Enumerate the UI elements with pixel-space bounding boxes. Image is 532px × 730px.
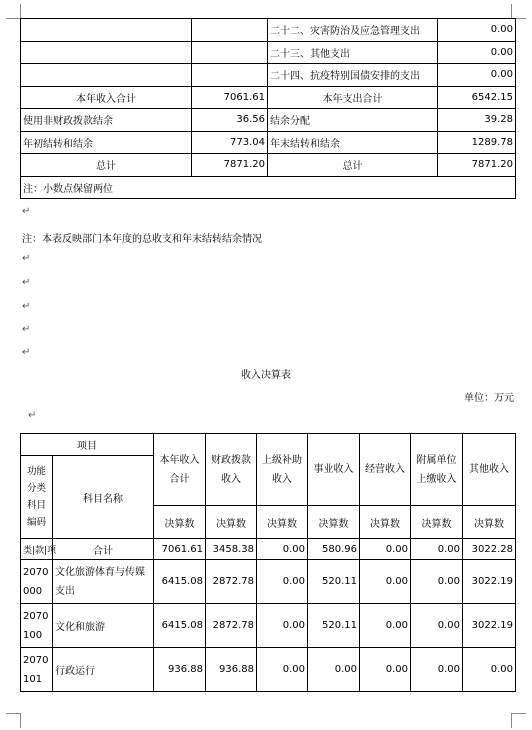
table-cell: 6542.15 — [438, 86, 516, 109]
table-cell: 使用非财政拨款结余 — [21, 109, 192, 132]
row-value: 3022.19 — [463, 560, 516, 604]
header-sub: 决算数 — [154, 506, 206, 539]
table-cell: 7061.61 — [192, 86, 268, 109]
paragraph-mark: ↵ — [22, 347, 31, 358]
table-row — [21, 64, 516, 87]
table-cell: 二十四、抗疫特别国债安排的支出 — [268, 64, 438, 87]
table-row — [21, 131, 516, 154]
row-value: 0.00 — [411, 539, 463, 560]
row-value: 0.00 — [257, 560, 308, 604]
row-value: 0.00 — [360, 648, 411, 692]
table-row — [21, 109, 516, 132]
row-value: 520.11 — [308, 604, 360, 648]
row-value: 2872.78 — [206, 560, 257, 604]
row-value: 0.00 — [360, 604, 411, 648]
header-row — [21, 434, 516, 456]
row-name: 合计 — [53, 539, 154, 560]
header-subject-name: 科目名称 — [53, 456, 154, 539]
table-cell: 0.00 — [438, 41, 516, 64]
table-cell: 0.00 — [438, 19, 516, 42]
row-name: 文化和旅游 — [53, 604, 154, 648]
table-cell: 7871.20 — [192, 154, 268, 177]
row-code: 2070000 — [21, 560, 53, 604]
crop-mark-top-left — [6, 4, 21, 19]
row-value: 0.00 — [411, 648, 463, 692]
row-value: 580.96 — [308, 539, 360, 560]
row-name: 行政运行 — [53, 648, 154, 692]
table-cell: 年初结转和结余 — [21, 131, 192, 154]
row-value: 0.00 — [257, 648, 308, 692]
row-value: 0.00 — [411, 560, 463, 604]
row-code: 2070100 — [21, 604, 53, 648]
table-cell — [21, 19, 192, 42]
table-cell: 36.56 — [192, 109, 268, 132]
header-col: 本年收入合计 — [154, 434, 206, 506]
table-cell: 结余分配 — [268, 109, 438, 132]
table-cell: 总计 — [21, 154, 192, 177]
table-row — [21, 41, 516, 64]
header-col: 上级补助收入 — [257, 434, 308, 506]
crop-mark-top-right — [511, 4, 526, 19]
row-value: 3022.19 — [463, 604, 516, 648]
paragraph-mark: ↵ — [28, 410, 37, 421]
header-sub: 决算数 — [308, 506, 360, 539]
summary-table — [20, 18, 516, 199]
table-cell — [21, 64, 192, 87]
header-col: 其他收入 — [463, 434, 516, 506]
table-cell: 二十三、其他支出 — [268, 41, 438, 64]
table-cell — [192, 19, 268, 42]
table-row — [21, 648, 516, 692]
paragraph-mark: ↵ — [22, 253, 31, 264]
row-value: 0.00 — [257, 539, 308, 560]
paragraph-mark: ↵ — [22, 301, 31, 312]
row-value: 0.00 — [360, 560, 411, 604]
table-note: 注：小数点保留两位 — [21, 176, 516, 199]
table-row — [21, 560, 516, 604]
income-table-title: 收入决算表 — [241, 370, 291, 381]
table-cell — [192, 41, 268, 64]
table-cell — [192, 64, 268, 87]
table-cell: 39.28 — [438, 109, 516, 132]
row-value: 7061.61 — [154, 539, 206, 560]
table-row — [21, 19, 516, 42]
row-value: 3022.28 — [463, 539, 516, 560]
table-cell: 本年收入合计 — [21, 86, 192, 109]
table-row — [21, 86, 516, 109]
table-cell: 本年支出合计 — [268, 86, 438, 109]
crop-mark-bottom-right — [511, 713, 526, 728]
income-table — [20, 433, 516, 692]
table-cell — [21, 41, 192, 64]
unit-label: 单位：万元 — [464, 393, 514, 404]
header-sub: 决算数 — [463, 506, 516, 539]
header-sub: 决算数 — [206, 506, 257, 539]
table-cell: 1289.78 — [438, 131, 516, 154]
paragraph-mark: ↵ — [22, 277, 31, 288]
header-func-code: 功能分类科目编码 — [21, 456, 53, 539]
crop-mark-bottom-left — [6, 713, 21, 728]
row-value: 936.88 — [154, 648, 206, 692]
row-value: 0.00 — [360, 539, 411, 560]
table-cell: 总计 — [268, 154, 438, 177]
header-col: 经营收入 — [360, 434, 411, 506]
table-cell: 773.04 — [192, 131, 268, 154]
row-value: 2872.78 — [206, 604, 257, 648]
row-value: 0.00 — [411, 604, 463, 648]
header-col: 财政拨款收入 — [206, 434, 257, 506]
header-item: 项目 — [21, 434, 154, 456]
header-sub: 决算数 — [411, 506, 463, 539]
header-sub: 决算数 — [360, 506, 411, 539]
table-cell: 年末结转和结余 — [268, 131, 438, 154]
row-value: 0.00 — [308, 648, 360, 692]
header-col: 附属单位上缴收入 — [411, 434, 463, 506]
row-value: 0.00 — [257, 604, 308, 648]
table-cell: 7871.20 — [438, 154, 516, 177]
table-row — [21, 539, 516, 560]
row-value: 936.88 — [206, 648, 257, 692]
note-paragraph: 注：本表反映部门本年度的总收支和年末结转结余情况 — [22, 234, 262, 245]
row-code: 2070101 — [21, 648, 53, 692]
header-sub: 决算数 — [257, 506, 308, 539]
table-row — [21, 176, 516, 199]
row-name: 文化旅游体育与传媒支出 — [53, 560, 154, 604]
header-col: 事业收入 — [308, 434, 360, 506]
table-row — [21, 604, 516, 648]
table-cell: 二十二、灾害防治及应急管理支出 — [268, 19, 438, 42]
row-value: 6415.08 — [154, 560, 206, 604]
paragraph-mark: ↵ — [22, 206, 31, 217]
table-cell: 0.00 — [438, 64, 516, 87]
table-row — [21, 154, 516, 177]
row-value: 3458.38 — [206, 539, 257, 560]
row-code: 类|款|项 — [21, 539, 53, 560]
row-value: 0.00 — [463, 648, 516, 692]
paragraph-mark: ↵ — [22, 324, 31, 335]
row-value: 520.11 — [308, 560, 360, 604]
row-value: 6415.08 — [154, 604, 206, 648]
